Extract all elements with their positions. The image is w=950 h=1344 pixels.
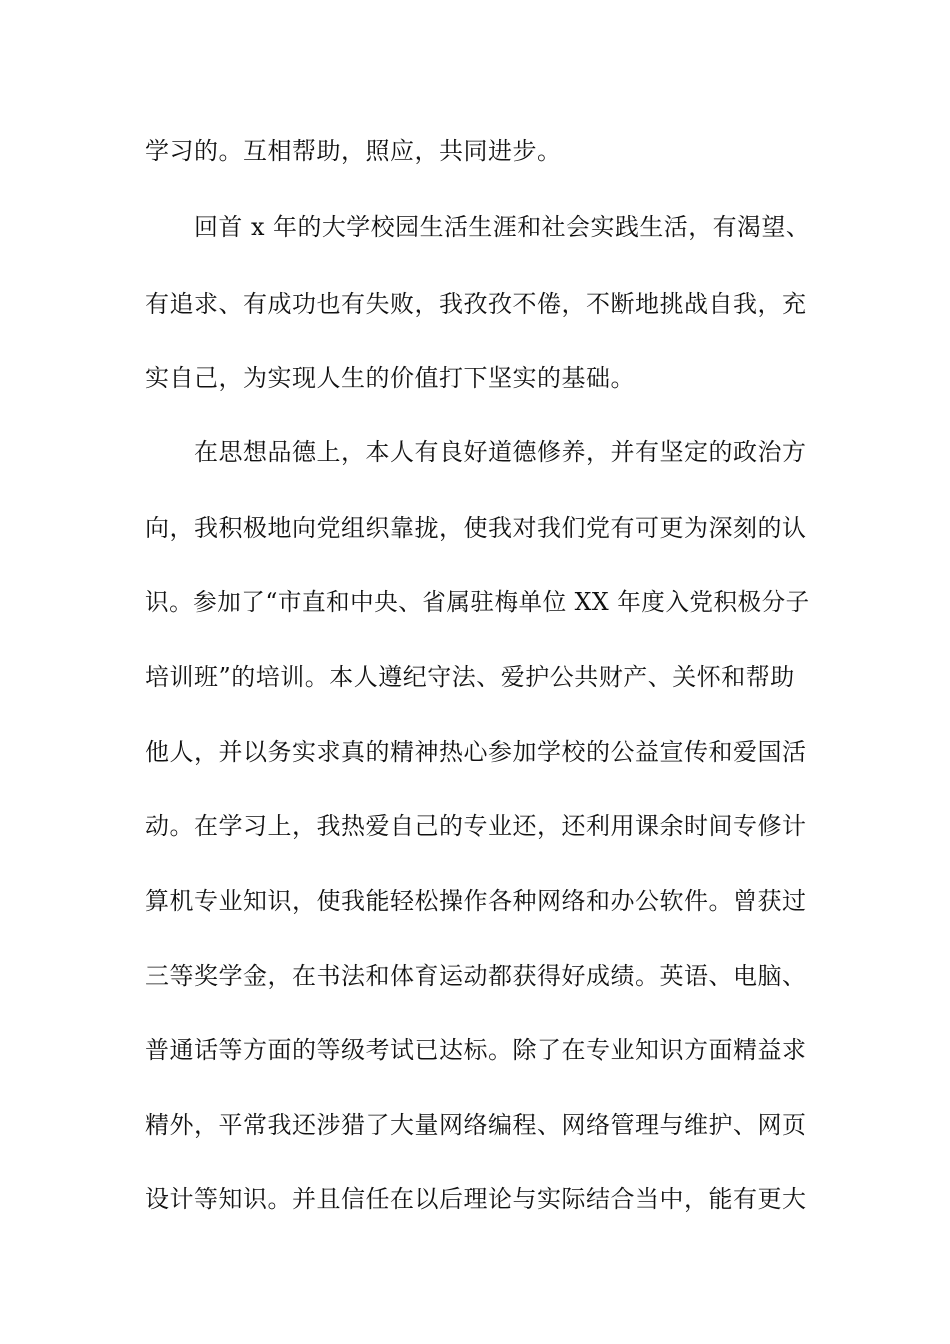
text-line: 精外，平常我还涉猎了大量网络编程、网络管理与维护、网页 — [145, 1111, 807, 1139]
text-line: 他人，并以务实求真的精神热心参加学校的公益宣传和爱国活 — [145, 738, 807, 766]
text-line: 普通话等方面的等级考试已达标。除了在专业知识方面精益求 — [145, 1036, 807, 1064]
text-line: 设计等知识。并且信任在以后理论与实际结合当中，能有更大 — [145, 1185, 807, 1213]
paragraph-first-line: 回首 x 年的大学校园生活生涯和社会实践生活，有渴望、 — [194, 213, 811, 241]
text-line: 实自己，为实现人生的价值打下坚实的基础。 — [145, 364, 635, 392]
text-line: 动。在学习上，我热爱自己的专业还，还利用课余时间专修计 — [145, 812, 807, 840]
text-line: 有追求、有成功也有失败，我孜孜不倦，不断地挑战自我，充 — [145, 290, 807, 318]
text-line: 学习的。互相帮助，照应，共同进步。 — [145, 137, 562, 165]
text-line: 识。参加了“市直和中央、省属驻梅单位 XX 年度入党积极分子 — [145, 588, 810, 616]
text-line: 三等奖学金，在书法和体育运动都获得好成绩。英语、电脑、 — [145, 962, 807, 990]
text-line: 向，我积极地向党组织靠拢，使我对我们党有可更为深刻的认 — [145, 514, 807, 542]
text-line: 算机专业知识，使我能轻松操作各种网络和办公软件。曾获过 — [145, 887, 807, 915]
paragraph-first-line: 在思想品德上，本人有良好道德修养，并有坚定的政治方 — [194, 438, 807, 466]
text-line: 培训班”的培训。本人遵纪守法、爱护公共财产、关怀和帮助 — [145, 663, 795, 691]
